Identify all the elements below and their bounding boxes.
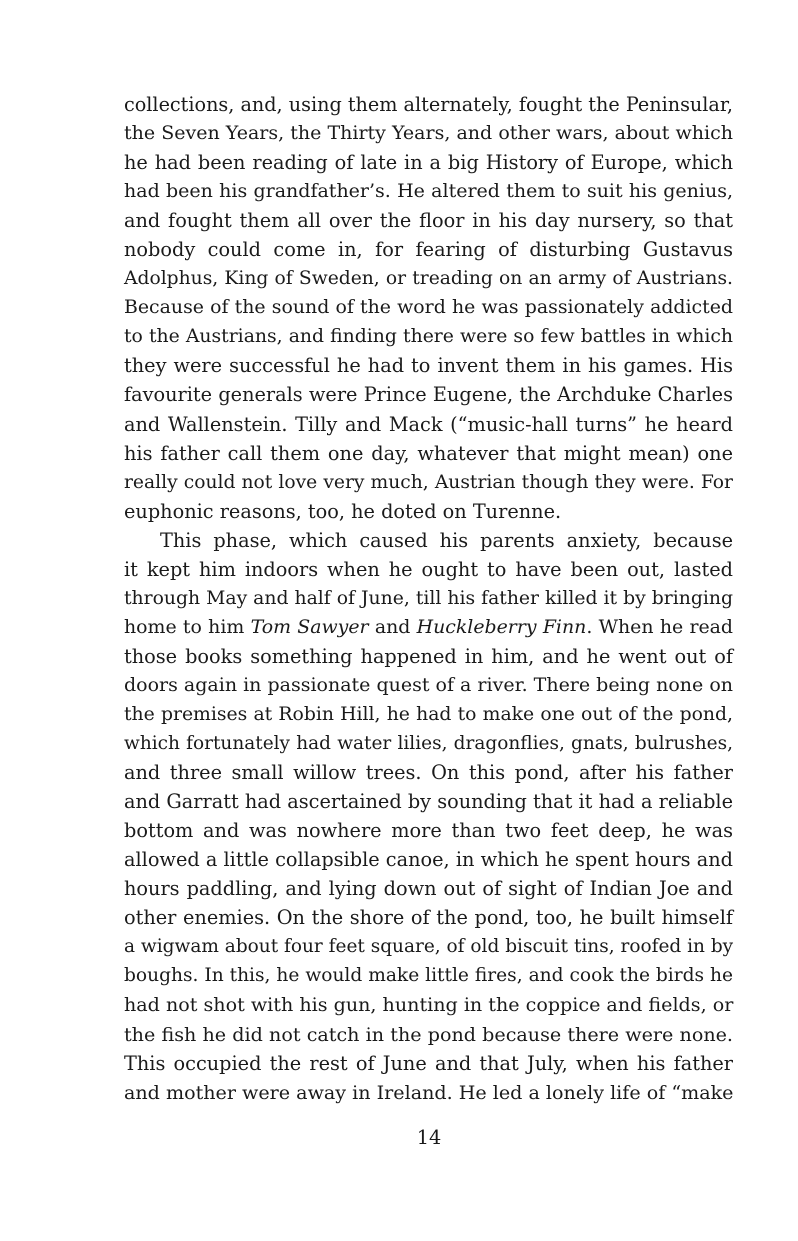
text-line: it kept him indoors when he ought to have been out, lasted [124, 557, 733, 581]
text-line: collections, and, using them alternately, fought the Peninsular, [124, 93, 734, 116]
page-number: 14 [416, 1126, 442, 1149]
text-line: he had been reading of late in a big History of Europe, which [124, 151, 733, 175]
text-line: to the Austrians, and finding there were so few battles in which [124, 326, 733, 348]
text-line: through May and half of June, till his father killed it by bringing [124, 587, 733, 609]
text-line: hours paddling, and lying down out of sight of Indian Joe and [124, 877, 733, 901]
text-line: other enemies. On the shore of the pond, too, he built himself [124, 906, 733, 930]
paragraph-start-line: This phase, which caused his parents anxiety, because [160, 528, 733, 552]
book-title-huckleberry-finn: Huckleberry Finn [416, 615, 587, 638]
text-line: nobody could come in, for fearing of disturbing Gustavus [124, 238, 733, 262]
text-line: a wigwam about four feet square, of old biscuit tins, roofed in by [124, 936, 734, 958]
text-line: those books something happened in him, and he went out of [124, 644, 733, 668]
text-line: had been his grandfather’s. He altered them to suit his genius, [124, 180, 733, 203]
text-line: allowed a little collapsible canoe, in which he spent hours and [124, 848, 733, 872]
text-line: his father call them one day, whatever that might mean) one [124, 441, 733, 465]
text-line: which fortunately had water lilies, dragonflies, gnats, bulrushes, [124, 733, 733, 755]
body-text [124, 90, 733, 1107]
text-line: and fought them all over the floor in his day nursery, so that [124, 209, 733, 233]
text-segment: home to him [124, 615, 251, 638]
text-line: and mother were away in Ireland. He led a lonely life of “make [124, 1080, 734, 1104]
text-line: This occupied the rest of June and that July, when his father [124, 1051, 733, 1075]
text-line: the Seven Years, the Thirty Years, and other wars, about which [124, 122, 733, 145]
text-line: and Garratt had ascertained by sounding that it had a reliable [124, 790, 733, 814]
book-title-tom-sawyer: Tom Sawyer [250, 615, 369, 638]
text-line: the fish he did not catch in the pond because there were none. [124, 1022, 733, 1046]
text-line [124, 613, 733, 642]
text-line: and Wallenstein. Tilly and Mack (“music-hall turns” he heard [124, 412, 733, 436]
text-line: bottom and was nowhere more than two feet deep, he was [124, 819, 733, 843]
text-line: they were successful he had to invent them in his games. His [124, 354, 733, 378]
text-line: Because of the sound of the word he was passionately addicted [124, 296, 733, 319]
text-line: favourite generals were Prince Eugene, the Archduke Charles [124, 383, 733, 407]
text-line: and three small willow trees. On this pond, after his father [124, 761, 733, 785]
text-segment: and [368, 615, 417, 638]
text-line: doors again in passionate quest of a river. There being none on [124, 673, 733, 696]
text-line: really could not love very much, Austrian though they were. For [124, 471, 733, 493]
text-line: had not shot with his gun, hunting in the coppice and fields, or [124, 993, 734, 1017]
text-segment: . When he read [586, 615, 734, 638]
paragraph-end-line: euphonic reasons, too, he doted on Turenne. [124, 499, 562, 523]
text-line: the premises at Robin Hill, he had to make one out of the pond, [124, 703, 733, 725]
text-line: Adolphus, King of Sweden, or treading on an army of Austrians. [124, 268, 733, 290]
text-line: boughs. In this, he would make little fires, and cook the birds he [124, 965, 733, 987]
